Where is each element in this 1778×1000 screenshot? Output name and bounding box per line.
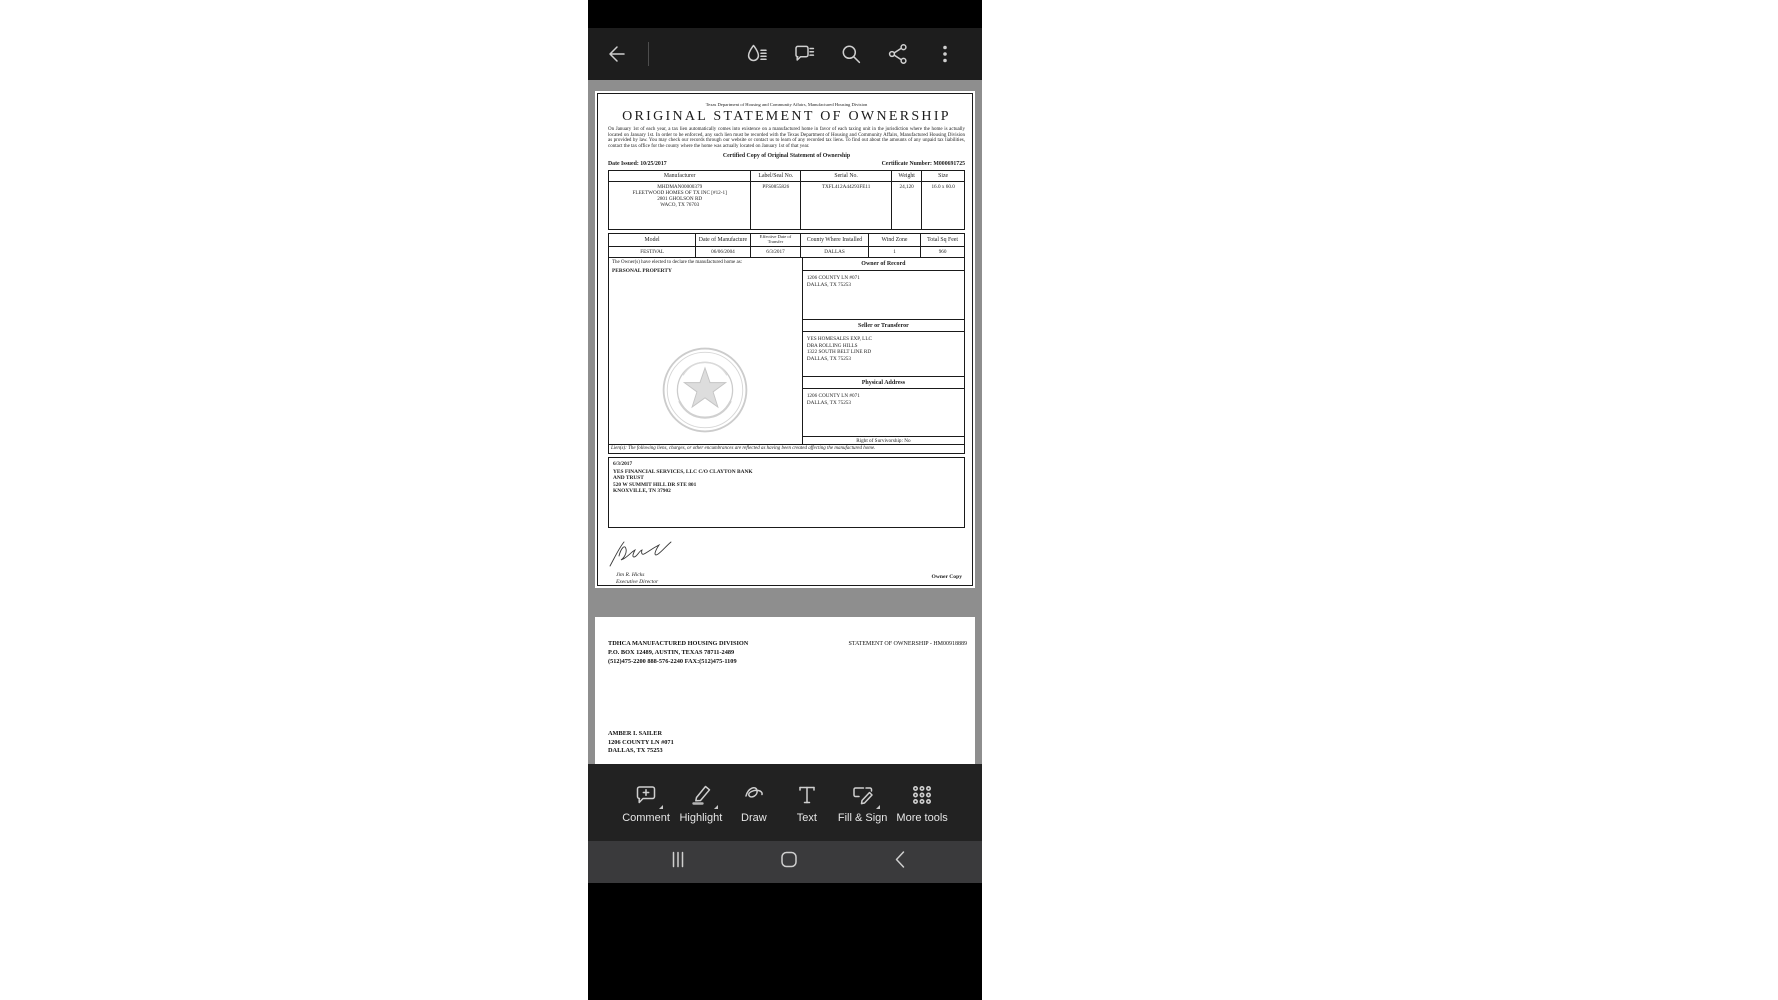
ownership-section — [608, 258, 965, 445]
seller-line: DBA ROLLING HILLS — [806, 342, 858, 349]
comment-tool-button[interactable] — [622, 782, 670, 824]
manufacturer-line: MHDMAN00000379 — [657, 183, 703, 190]
physical-address-heading: Physical Address — [803, 376, 964, 389]
addressee-line: 1206 COUNTY LN #071 — [608, 738, 674, 746]
table-row — [609, 247, 965, 258]
fill-sign-tool-icon — [850, 782, 876, 808]
more-tools-icon — [909, 782, 935, 808]
home-info-table — [608, 170, 965, 229]
signature-block — [608, 537, 680, 586]
texas-state-seal-watermark — [659, 344, 751, 436]
lien-line: YES FINANCIAL SERVICES, LLC C/O CLAYTON BANK — [613, 469, 753, 476]
home-button[interactable] — [777, 848, 801, 877]
weight: 24,120 — [892, 181, 922, 229]
text-tool-icon — [794, 782, 820, 808]
lien-line: AND TRUST — [613, 475, 644, 482]
certified-copy-line: Certified Copy of Original Statement of Ownership — [722, 153, 851, 160]
more-tools-button[interactable] — [896, 782, 947, 824]
copy-label: Owner Copy — [931, 574, 962, 580]
division-line: (512)475-2200 888-576-2240 FAX:(512)475-1109 — [608, 658, 737, 666]
highlight-tool-icon — [688, 782, 714, 808]
overflow-menu-button[interactable] — [928, 37, 962, 71]
toolbar-divider — [648, 42, 649, 66]
survivorship-line: Right of Survivorship: No — [803, 436, 964, 445]
recent-apps-icon — [666, 848, 690, 872]
certificate-number: Certificate Number: M000691725 — [881, 161, 965, 168]
election-text: The Owner(s) have elected to declare the manufactured home as: — [612, 260, 743, 266]
android-back-icon — [889, 848, 913, 872]
effective-date-of-transfer: 6/3/2017 — [750, 247, 801, 258]
manufacturer-line: WACO, TX 76703 — [660, 201, 700, 208]
col-header: Date of Manufacture — [696, 233, 750, 247]
back-arrow-icon — [603, 42, 627, 66]
tool-label: Draw — [741, 811, 767, 824]
phone-screen — [588, 0, 982, 1000]
liquid-mode-button[interactable] — [740, 37, 774, 71]
statement-reference: STATEMENT OF OWNERSHIP - HM00918889 — [848, 641, 967, 647]
recent-apps-button[interactable] — [666, 848, 690, 877]
draw-tool-button[interactable] — [732, 782, 776, 824]
col-header: Effective Date of Transfer — [750, 233, 801, 247]
tool-label: Comment — [622, 811, 670, 824]
pdf-page-1 — [595, 91, 975, 588]
addressee-line: DALLAS, TX 75253 — [608, 747, 663, 755]
model: FESTIVAL — [609, 247, 696, 258]
tool-label: Text — [796, 811, 817, 824]
agency-line: Texas Department of Housing and Community Affairs, Manufactured Housing Division — [705, 102, 868, 107]
manufacturer-line: FLEETWOOD HOMES OF TX INC [#12-1] — [632, 189, 727, 196]
tool-label: Fill & Sign — [837, 811, 888, 824]
division-line: P.O. BOX 12489, AUSTIN, TEXAS 78711-2489 — [608, 649, 735, 657]
share-icon — [886, 42, 910, 66]
highlight-tool-button[interactable] — [679, 782, 723, 824]
owner-address-line: 1206 COUNTY LN #071 — [806, 275, 860, 282]
size: 16.0 x 60.0 — [922, 181, 965, 229]
col-header: Size — [922, 171, 965, 181]
total-sq-feet: 960 — [921, 247, 965, 258]
col-header: Total Sq Feet — [921, 233, 965, 247]
tool-label: Highlight — [679, 811, 723, 824]
tool-label: More tools — [896, 811, 948, 824]
text-tool-button[interactable] — [785, 782, 829, 824]
county-where-installed: DALLAS — [801, 247, 869, 258]
search-button[interactable] — [834, 37, 868, 71]
seller-line: DALLAS, TX 75253 — [806, 355, 851, 362]
division-line: TDHCA MANUFACTURED HOUSING DIVISION — [608, 640, 749, 647]
search-icon — [839, 42, 863, 66]
col-header: Label/Seal No. — [751, 171, 801, 181]
submenu-indicator-icon — [876, 805, 880, 809]
col-header: Model — [609, 233, 696, 247]
manufacturer-line: 2801 GHOLSON RD — [657, 195, 703, 202]
pdf-page-2 — [595, 617, 975, 764]
lien-line: KNOXVILLE, TN 37902 — [613, 488, 671, 495]
android-back-button[interactable] — [889, 848, 913, 877]
signatory-title: Executive Director — [616, 579, 659, 585]
seller-line: 1322 SOUTH BELT LINE RD — [806, 349, 872, 356]
election-value: PERSONAL PROPERTY — [612, 268, 672, 275]
date-of-manufacture: 06/06/2004 — [696, 247, 750, 258]
draw-tool-icon — [741, 782, 767, 808]
share-button[interactable] — [881, 37, 915, 71]
overflow-menu-icon — [933, 42, 957, 66]
table-row — [609, 181, 965, 229]
lien-details — [608, 457, 965, 528]
col-header: Weight — [892, 171, 922, 181]
date-issued: Date Issued: 10/25/2017 — [608, 161, 667, 168]
bottom-toolbar — [588, 764, 982, 841]
addressee-line: AMBER I. SAILER — [608, 730, 663, 737]
owner-address-line: DALLAS, TX 75253 — [806, 281, 851, 288]
col-header: Manufacturer — [609, 171, 751, 181]
pdf-viewer-area[interactable] — [588, 80, 982, 764]
top-toolbar — [588, 28, 982, 80]
home-icon — [777, 848, 801, 872]
physical-address-line: 1206 COUNTY LN #071 — [806, 393, 860, 400]
col-header: County Where Installed — [801, 233, 869, 247]
comment-tool-icon — [633, 782, 659, 808]
status-bar — [588, 0, 982, 28]
signatory-name: Jim R. Hicks — [616, 572, 645, 578]
comments-icon — [792, 42, 816, 66]
lien-intro: Lien(s): The following liens, charges, or other encumbrances are reflected as having been created affecting the manufactured home. — [608, 445, 965, 454]
label-seal-no: PFS0855826 — [751, 181, 801, 229]
submenu-indicator-icon — [714, 805, 718, 809]
seller-heading: Seller or Transferor — [803, 319, 964, 332]
back-button[interactable] — [598, 37, 632, 71]
document-title: ORIGINAL STATEMENT OF OWNERSHIP — [622, 109, 951, 124]
comments-list-button[interactable] — [787, 37, 821, 71]
owner-of-record-heading: Owner of Record — [803, 258, 964, 271]
model-info-table — [608, 233, 965, 259]
col-header: Serial No. — [801, 171, 892, 181]
lien-date: 6/3/2017 — [613, 460, 633, 467]
bottom-black-strip — [588, 883, 982, 1000]
col-header: Wind Zone — [868, 233, 920, 247]
android-navigation-bar — [588, 841, 982, 883]
lien-line: 520 W SUMMIT HILL DR STE 801 — [613, 481, 697, 488]
signature-icon — [608, 537, 680, 567]
fill-sign-tool-button[interactable] — [838, 782, 888, 824]
submenu-indicator-icon — [659, 805, 663, 809]
physical-address-line: DALLAS, TX 75253 — [806, 399, 851, 406]
seller-line: YES HOMESALES EXP, LLC — [806, 336, 872, 343]
intro-paragraph: On January 1st of each year, a tax lien automatically comes into existence on a manufactured home in favor of each taxing unit in the jurisdiction where the home is actually located on January 1st. In order to be enforced, any such lien must be recorded with the Texas Department of Housing and Community Affairs, Manufactured Housing Division as provided by law. You may check our records through our website or contact us to learn of any recorded tax liens. To find out about the amounts of any unpaid tax liabilities, contact the tax office for the county where the home was actually located on January 1st of that year. — [608, 127, 965, 149]
liquid-mode-icon — [745, 42, 769, 66]
serial-no: TXFL412A44293FE11 — [801, 181, 892, 229]
wind-zone: 1 — [868, 247, 920, 258]
